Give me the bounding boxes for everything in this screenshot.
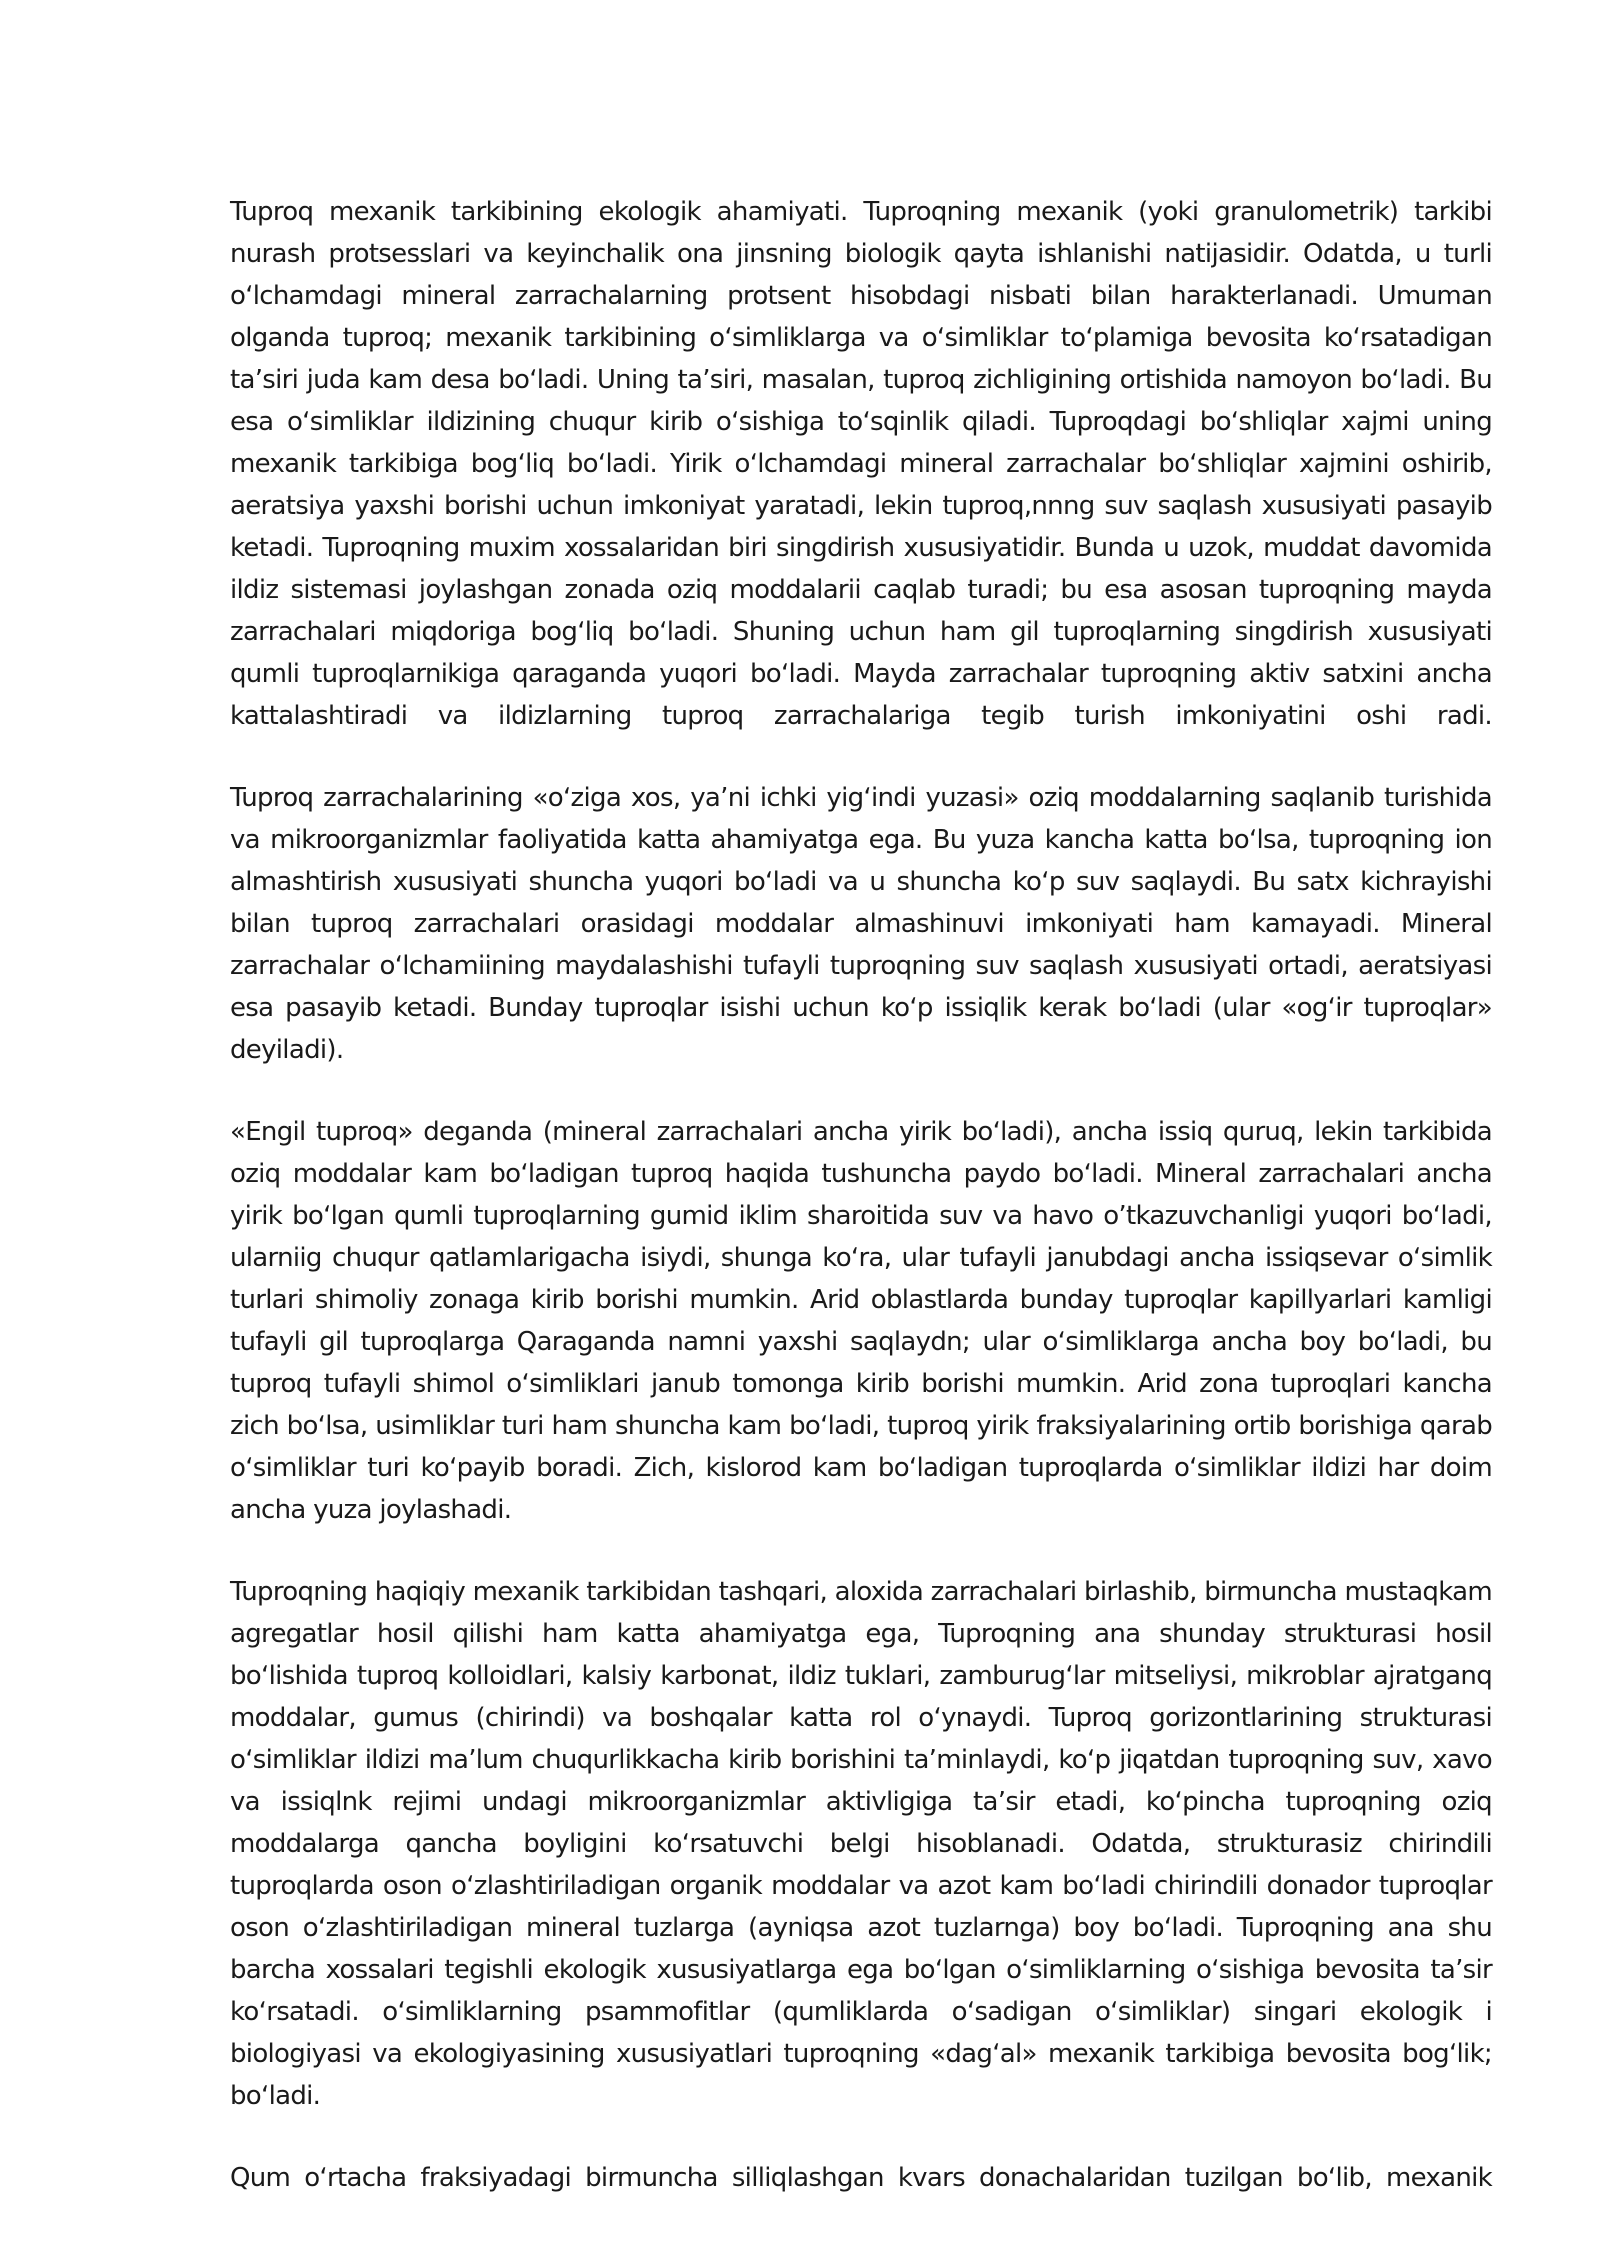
paragraph-4: Tuproqning haqiqiy mexanik tarkibidan tashqari, aloxida zarrachalari birlashib, birmuncha mustaqkam agregatlar hosil qilishi ham katta ahamiyatga ega, Tuproqning ana shunday strukturasi hosil boʻlishida tuproq kolloidlari, kalsiy karbonat, ildiz tuklari, zamburugʻlar mitseliysi, mikroblar ajratganq moddalar, gumus (chirindi) va boshqalar katta rol oʻynaydi. Tuproq gorizontlarining strukturasi oʻsimliklar ildizi maʼlum chuqurlikkacha kirib borishini taʼminlaydi, koʻp jiqatdan tuproqning suv, xavo va issiqlnk rejimi undagi mikroorganizmlar aktivligiga taʼsir etadi, koʻpincha tuproqning oziq moddalarga qancha boyligini koʻrsatuvchi belgi hisoblanadi. Odatda, strukturasiz chirindili tuproqlarda oson oʻzlashtiriladigan organik moddalar va azot kam boʻladi chirindili donador tuproqlar oson oʻzlashtiriladigan mineral tuzlarga (ayniqsa azot tuzlarnga) boy boʻladi. Tuproqning ana shu barcha xossalari tegishli ekologik xususiyatlarga ega boʻlgan oʻsimliklarning oʻsishiga bevosita taʼsir koʻrsatadi. oʻsimliklarning psammofitlar (qumliklarda oʻsadigan oʻsimliklar) singari ekologik i biologiyasi va ekologiyasining xususiyatlari tuproqning «dagʻal» mexanik tarkibiga bevosita bogʻlik; boʻladi. <box>230 1577 1492 2111</box>
paragraph-1: Tuproq mexanik tarkibining ekologik ahamiyati. Tuproqning mexanik (yoki granulometrik) tarkibi nurash protsesslari va keyinchalik ona jinsning biologik qayta ishlanishi natijasidir. Odatda, u turli oʻlchamdagi mineral zarrachalarning protsent hisobdagi nisbati bilan harakterlanadi. Umuman olganda tuproq; mexanik tarkibining oʻsimliklarga va oʻsimliklar toʻplamiga bevosita koʻrsatadigan taʼsiri juda kam desa boʻladi. Uning taʼsiri, masalan, tuproq zichligining ortishida namoyon boʻladi. Bu esa oʻsimliklar ildizining chuqur kirib oʻsishiga toʻsqinlik qiladi. Tuproqdagi boʻshliqlar xajmi uning mexanik tarkibiga bogʻliq boʻladi. Yirik oʻlchamdagi mineral zarrachalar boʻshliqlar xajmini oshirib, aeratsiya yaxshi borishi uchun imkoniyat yaratadi, lekin tuproq,nnng suv saqlash xususiyati pasayib ketadi. Tuproqning muxim xossalaridan biri singdirish xususiyatidir. Bunda u uzok, muddat davomida ildiz sistemasi joylashgan zonada oziq moddalarii caqlab turadi; bu esa asosan tuproqning mayda zarrachalari miqdoriga bogʻliq boʻladi. Shuning uchun ham gil tuproqlarning singdirish xususiyati qumli tuproqlarnikiga qaraganda yuqori boʻladi. Mayda zarrachalar tuproqning aktiv satxini ancha kattalashtiradi va ildizlarning tuproq zarrachalariga tegib turish imkoniyatini oshi radi. <box>230 197 1492 731</box>
paragraph-3: «Engil tuproq» deganda (mineral zarrachalari ancha yirik boʻladi), ancha issiq quruq, lekin tarkibida oziq moddalar kam boʻladigan tuproq haqida tushuncha paydo boʻladi. Mineral zarrachalari ancha yirik boʻlgan qumli tuproqlarning gumid iklim sharoitida suv va havo oʼtkazuvchanligi yuqori boʻladi, ularniig chuqur qatlamlarigacha isiydi, shunga koʻra, ular tufayli janubdagi ancha issiqsevar oʻsimlik turlari shimoliy zonaga kirib borishi mumkin. Arid oblastlarda bunday tuproqlar kapillyarlari kamligi tufayli gil tuproqlarga Qaraganda namni yaxshi saqlaydn; ular oʻsimliklarga ancha boy boʻladi, bu tuproq tufayli shimol oʻsimliklari janub tomonga kirib borishi mumkin. Arid zona tuproqlari kancha zich boʻlsa, usimliklar turi ham shuncha kam boʻladi, tuproq yirik fraksiyalarining ortib borishiga qarab oʻsimliklar turi koʻpayib boradi. Zich, kislorod kam boʻladigan tuproqlarda oʻsimliklar ildizi har doim ancha yuza joylashadi. <box>230 1117 1492 1525</box>
paragraph-5: Qum oʻrtacha fraksiyadagi birmuncha silliqlashgan kvars donachalaridan tuzilgan boʻlib, mexanik <box>230 2163 1492 2193</box>
paragraph-2: Tuproq zarrachalarining «oʻziga xos, yaʼni ichki yigʻindi yuzasi» oziq moddalarning saqlanib turishida va mikroorganizmlar faoliyatida katta ahamiyatga ega. Bu yuza kancha katta boʻlsa, tuproqning ion almashtirish xususiyati shuncha yuqori boʻladi va u shuncha koʻp suv saqlaydi. Bu satx kichrayishi bilan tuproq zarrachalari orasidagi moddalar almashinuvi imkoniyati ham kamayadi. Mineral zarrachalar oʻlchamiining maydalashishi tufayli tuproqning suv saqlash xususiyati ortadi, aeratsiyasi esa pasayib ketadi. Bunday tuproqlar isishi uchun koʻp issiqlik kerak boʻladi (ular «ogʻir tuproqlar» deyiladi). <box>230 783 1492 1065</box>
document-body <box>230 191 1492 2239</box>
